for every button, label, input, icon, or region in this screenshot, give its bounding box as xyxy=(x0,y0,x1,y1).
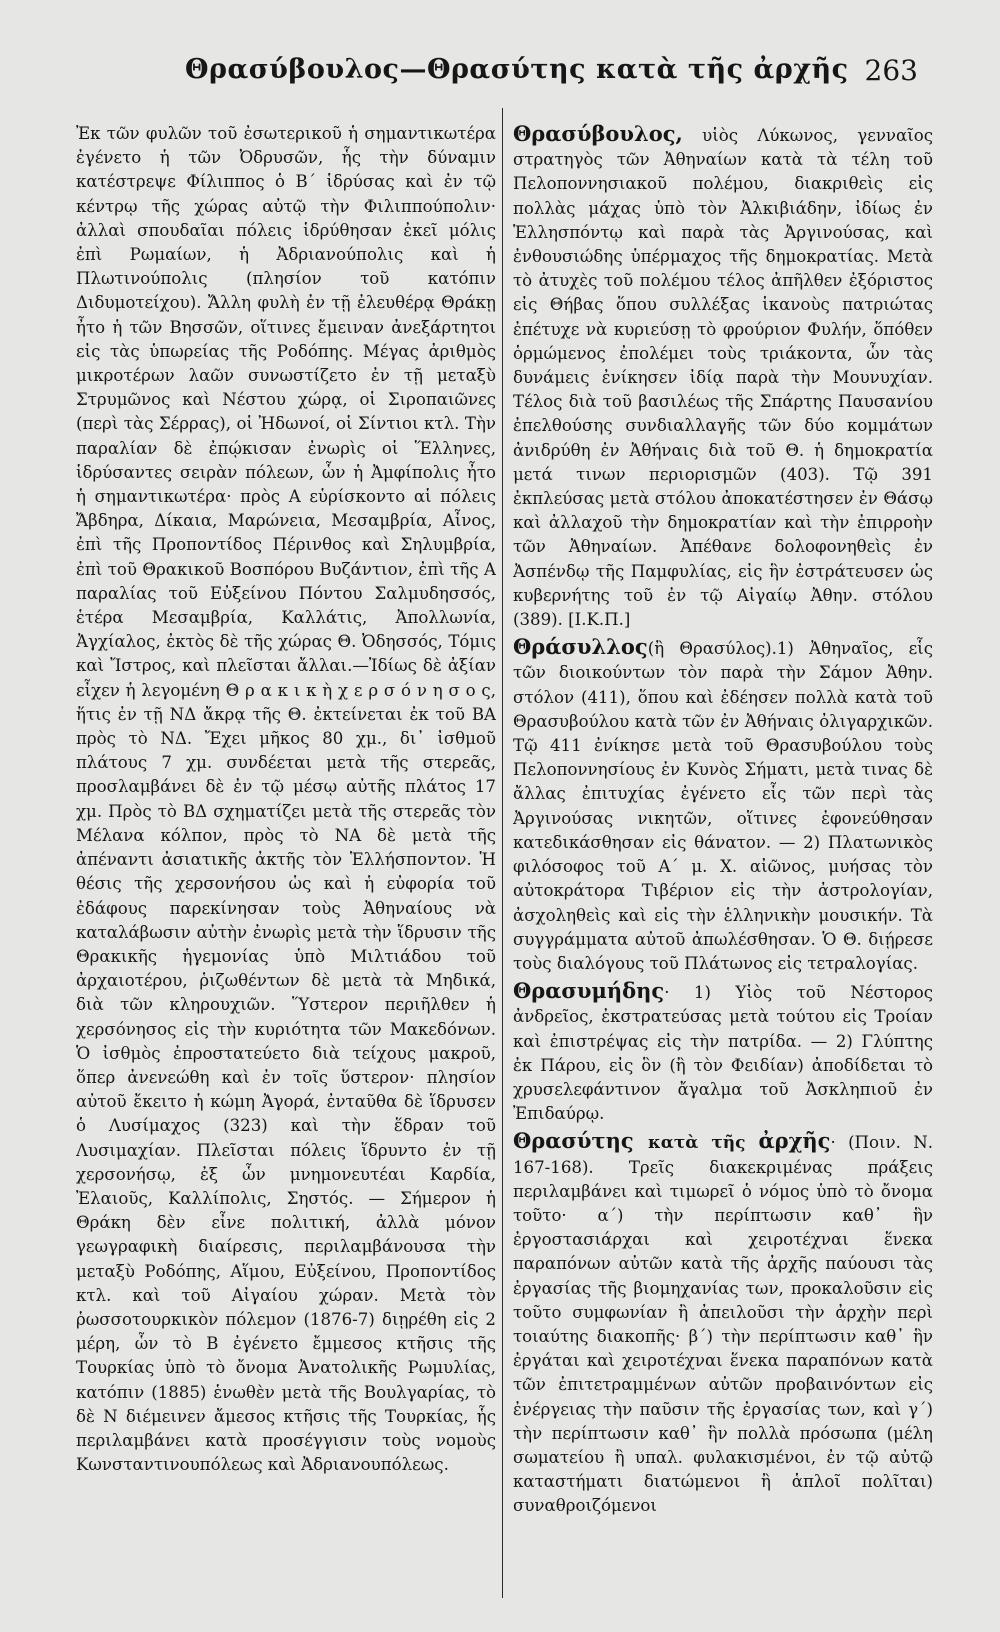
entry-headword-part: Θρασύτης xyxy=(513,1128,649,1154)
entry-body: υἱὸς Λύκωνος, γενναῖος στρατηγὸς τῶν Ἀθηναίων κατὰ τὰ τέλη τοῦ Πελοποννησιακοῦ πολέμου, διακριθεὶς εἰς πολλὰς μάχας ὑπὸ τὸν Ἀλκιβιάδην, ἰδίως ἐν Ἑλλησπόντῳ καὶ παρὰ τὰς Ἀργινούσας, καὶ ἐνθουσιώδης ὑπέρμαχος τῆς δημοκρατίας. Μετὰ τὸ ἀτυχὲς τοῦ πολέμου τέλος ἀπῆλθεν ἐξόριστος εἰς Θήβας ὅπου συλλέξας ἱκανοὺς πατριώτας ἐπέτυχε νὰ κυριεύσῃ τὸ φρούριον Φυλήν, ὅπόθεν ὁρμώμενος ἐπολέμει τοὺς τριάκοντα, ὧν τὰς δυνάμεις ἐνίκησεν ἰδίᾳ παρὰ τὴν Μουνυχίαν. Τέλος διὰ τοῦ βασιλέως τῆς Σπάρτης Παυσανίου ἐπελθούσης συνδιαλλαγῆς τῶν δύο κομμάτων ἀνιδρύθη ἐν Ἀθήναις διὰ τοῦ Θ. ἡ δημοκρατία μετά τινων περιορισμῶν (403). Τῷ 391 ἐκπλεύσας μετὰ στόλου ἀποκατέστησεν ἐν Θάσῳ καὶ ἀλλαχοῦ τὴν δημοκρατίαν καὶ τὴν ἐπιρροὴν τῶν Ἀθηναίων. Ἀπέθανε δολοφονηθεὶς ἐν Ἀσπένδῳ τῆς Παμφυλίας, εἰς ἣν ἐστράτευσεν ὡς κυβερνήτης τοῦ ἐν τῷ Αἰγαίῳ Ἀθην. στόλου (389). [Ι.Κ.Π.] xyxy=(513,126,933,630)
entry-headword-part: ἀρχῆς xyxy=(758,1128,831,1154)
right-column xyxy=(513,122,933,1610)
entry-thrasyllos xyxy=(513,635,933,976)
entry-thrasytes xyxy=(513,1129,933,1518)
entry-body: · 1) Υἱὸς τοῦ Νέστορος ἀνδρεῖος, ἐκστρατεύσας μετὰ τούτου εἰς Τροίαν καὶ ἐπιστρέψας εἰς τὴν πατρίδα. — 2) Γλύπτης ἐκ Πάρου, εἰς ὃν (ἢ τὸν Φειδίαν) ἀποδίδεται τὸ χρυσελεφάντινον ἄγαλμα τοῦ Ἀσκληπιοῦ ἐν Ἐπιδαύρῳ. xyxy=(513,983,933,1124)
entry-body: · (Ποιν. Ν. 167-168). Τρεῖς διακεκριμένας πράξεις περιλαμβάνει καὶ τιμωρεῖ ὁ νόμος ὑπὸ τὸ ὄνομα τοῦτο· α´) τὴν περίπτωσιν καθ᾽ ἣν ἐργοστασιάρχαι καὶ χειροτέχναι ἕνεκα παραπόνων αὐτῶν κατὰ τῆς ἀρχῆς παύουσι τὰς ἐργασίας τῆς βιομηχανίας των, προκαλοῦσιν εἰς τοῦτο συμφωνίαν ἢ ἀπειλοῦσι τὴν ἀρχὴν περὶ τοιαύτης διακοπῆς· β´) τὴν περίπτωσιν καθ᾽ ἣν ἐργάται καὶ χειροτέχναι ἕνεκα παραπόνων κατὰ τῶν ἐπιτετραμμένων αὐτῶν προβαινόντων εἰς ἐνέργειας τὴν παῦσιν τῆς ἐργασίας των, καὶ γ´) τὴν περίπτωσιν καθ᾽ ἣν πολλὰ πρόσωπα (μέλη σωματείου ἢ υπαλ. φυλακισμένοι, ἐν τῷ αὐτῷ καταστήματι διατώμενοι ἢ ἁπλοῖ πολῖται) συναθροιζόμενοι xyxy=(513,1133,933,1516)
left-column xyxy=(76,122,496,1610)
entry-headword xyxy=(513,1128,830,1153)
entry-thrasyboulos xyxy=(513,122,933,632)
entry-headword: Θρασυμήδης xyxy=(513,978,665,1004)
page-number: 263 xyxy=(864,54,918,87)
entry-body: (ἢ Θρασύλος).1) Ἀθηναῖος, εἷς τῶν διοικούντων τὸν παρὰ τὴν Σάμον Ἀθην. στόλον (411), ὅπου καὶ ἐδέησεν πολλὰ κατὰ τοῦ Θρασυβούλου κατὰ τῶν ἐν Ἀθήναις ὀλιγαρχικῶν. Τῷ 411 ἐνίκησε μετὰ τοῦ Θρασυβούλου τοὺς Πελοποννησίους ἐν Κυνὸς Σήματι, μετὰ τινας δὲ ἄλλας ἐπιτυχίας ἐγένετο εἷς τῶν περὶ τὰς Ἀργινούσας νικητῶν, οἵτινες ἐφονεύθησαν κατεδικάσθησαν εἰς θάνατον. — 2) Πλατωνικὸς φιλόσοφος τοῦ Α´ μ. Χ. αἰῶνος, μυήσας τὸν αὐτοκράτορα Τιβέριον εἰς τὴν ἀστρολογίαν, ἀσχοληθεὶς καὶ εἰς τὴν ἑλληνικὴν μουσικήν. Τὰ συγγράμματα αὐτοῦ ἀπωλέσθησαν. Ὁ Θ. διῄρεσε τοὺς διαλόγους τοῦ Πλάτωνος εἰς τετραλογίας. xyxy=(513,639,933,973)
entry-thrasymedes xyxy=(513,979,933,1126)
entry-headword: Θρασύβουλος, xyxy=(513,122,683,146)
entry-headword: Θράσυλλος xyxy=(513,634,648,660)
thrace-article-text: Ἐκ τῶν φυλῶν τοῦ ἐσωτερικοῦ ἡ σημαντικωτέρα ἐγένετο ἡ τῶν Ὀδρυσῶν, ἧς τὴν δύναμιν κατέστρεψε Φίλιππος ὁ Β´ ἱδρύσας καὶ ἐν τῷ κέντρῳ τῆς χώρας αὐτῷ τὴν Φιλιππούπολιν· ἀλλαὶ σπουδαῖαι πόλεις ἱδρύθησαν ἐκεῖ μόλις ἐπὶ Ρωμαίων, ἡ Ἀδριανούπολις καὶ ἡ Πλωτινούπολις (πλησίον τοῦ κατόπιν Διδυμοτείχου). Ἄλλη φυλὴ ἐν τῇ ἐλευθέρᾳ Θράκῃ ἦτο ἡ τῶν Βησσῶν, οἵτινες ἔμειναν ἀνεξάρτητοι εἰς τὰς ὑπωρείας τῆς Ροδόπης. Μέγας ἀριθμὸς μικροτέρων λαῶν συνωστίζετο ἐν τῇ μεταξὺ Στρυμῶνος καὶ Νέστου χώρᾳ, οἱ Σιροπαιῶνες (περὶ τὰς Σέρρας), οἱ Ἠδωνοί, οἱ Σίντιοι κτλ. Τὴν παραλίαν δὲ ἐπῴκισαν ἐνωρὶς οἱ Ἕλληνες, ἱδρύσαντες σειρὰν πόλεων, ὧν ἡ Ἀμφίπολις ἦτο ἡ σημαντικωτέρα· πρὸς Α εὑρίσκοντο αἱ πόλεις Ἄβδηρα, Δίκαια, Μαρώνεια, Μεσαμβρία, Αἶνος, ἐπὶ τῆς Προποντίδος Πέρινθος καὶ Σηλυμβρία, ἐπὶ τοῦ Θρακικοῦ Βοσπόρου Βυζάντιον, ἐπὶ τῆς Α παραλίας τοῦ Εὐξείνου Πόντου Σαλμυδησσός, ἑτέρα Μεσαμβρία, Καλλάτις, Ἀπολλωνία, Ἀγχίαλος, ἐκτὸς δὲ τῆς χώρας Θ. Ὀδησσός, Τόμις καὶ Ἴστρος, καὶ πλεῖσται ἄλλαι.—Ἰδίως δὲ ἀξίαν εἶχεν ἡ λεγομένη Θ ρ α κ ι κ ὴ χ ε ρ σ ό ν η σ ο ς, ἥτις ἐν τῇ ΝΔ ἄκρᾳ τῆς Θ. ἐκτείνεται ἐκ τοῦ ΒΑ πρὸς τὸ ΝΔ. Ἔχει μῆκος 80 χμ., δι᾽ ἰσθμοῦ πλάτους 7 χμ. συνδέεται μετὰ τῆς στερεᾶς, προσλαμβάνει δὲ ἐν τῷ μέσῳ αὐτῆς πλάτος 17 χμ. Πρὸς τὸ ΒΔ σχηματίζει μετὰ τῆς στερεᾶς τὸν Μέλανα κόλπον, πρὸς τὸ ΝΑ δὲ μετὰ τῆς ἀπέναντι ἀσιατικῆς ἀκτῆς τὸν Ἑλλήσποντον. Ἡ θέσις τῆς χερσονήσου ὡς καὶ ἡ εὐφορία τοῦ ἐδάφους παρεκίνησαν τοὺς Ἀθηναίους νὰ καταλάβωσιν αὐτὴν ἐνωρὶς μετὰ τὴν ἵδρυσιν τῆς Θρακικῆς ἡγεμονίας ὑπὸ Μιλτιάδου τοῦ ἀρχαιοτέρου, ῥιζωθέντων δὲ μετὰ τὰ Μηδικά, διὰ τῶν κληρουχιῶν. Ὕστερον περιῆλθεν ἡ χερσόνησος εἰς τὴν κυριότητα τῶν Μακεδόνων. Ὁ ἰσθμὸς ἐπροστατεύετο διὰ τείχους μακροῦ, ὅπερ ἀνενεώθη καὶ ἐν τοῖς ὕστερον· πλησίον αὐτοῦ ἔκειτο ἡ κώμη Ἀγορά, ἐνταῦθα δὲ ἵδρυσεν ὁ Λυσίμαχος (323) καὶ τὴν ἕδραν τοῦ Λυσιμαχίαν. Πλεῖσται πόλεις ἵδρυντο ἐν τῇ χερσονήσῳ, ἐξ ὧν μνημονευτέαι Καρδία, Ἐλαιοῦς, Καλλίπολις, Σηστός. — Σήμερον ἡ Θράκη δὲν εἶνε πολιτική, ἀλλὰ μόνον γεωγραφικὴ διαίρεσις, περιλαμβάνουσα τὴν μεταξὺ Ροδόπης, Αἵμου, Εὐξείνου, Προποντίδος κτλ. καὶ τοῦ Αἰγαίου χώραν. Μετὰ τὸν ῥωσσοτουρκικὸν πόλεμον (1876-7) διῃρέθη εἰς 2 μέρη, ὧν τὸ Β ἐγένετο ἔμμεσος κτῆσις τῆς Τουρκίας ὑπὸ τὸ ὄνομα Ἀνατολικῆς Ρωμυλίας, κατόπιν (1885) ἑνωθὲν μετὰ τῆς Βουλγαρίας, τὸ δὲ Ν διέμεινεν ἄμεσος κτῆσις τῆς Τουρκίας, ἧς περιλαμβάνει κατὰ προσέγγισιν τοὺς νομοὺς Κωνσταντινουπόλεως καὶ Ἀδριανουπόλεως. xyxy=(76,124,496,1475)
entry-headword-part: κατὰ τῆς xyxy=(648,1133,759,1154)
running-head xyxy=(0,52,1000,92)
column-divider xyxy=(502,108,503,1598)
running-title: Θρασύβουλος—Θρασύτης κατὰ τῆς ἀρχῆς xyxy=(185,54,849,85)
